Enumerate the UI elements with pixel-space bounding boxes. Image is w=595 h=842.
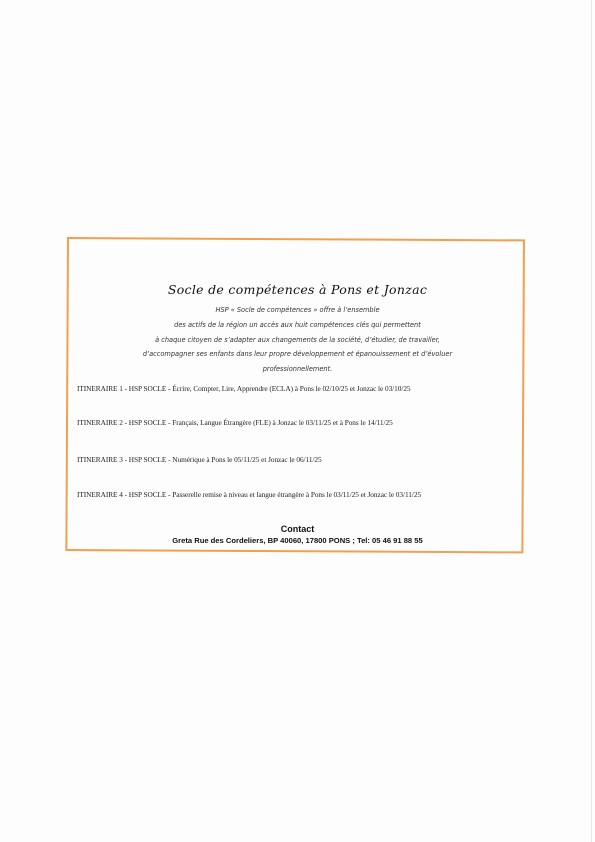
intro-line: à chaque citoyen de s’adapter aux changements de la société, d’étudier, de travailler, [155, 336, 440, 344]
itinerary-1: ITINERAIRE 1 - HSP SOCLE - Écrire, Compter, Lire, Apprendre (ECLA) à Pons le 02/10/25 et Jonzac le 03/10/25 [77, 384, 411, 393]
page-edge [591, 0, 592, 842]
document-title: Socle de compétences à Pons et Jonzac [167, 282, 428, 297]
itinerary-3: ITINERAIRE 3 - HSP SOCLE - Numérique à Pons le 05/11/25 et Jonzac le 06/11/25 [77, 455, 322, 464]
intro-line: d’accompagner ses enfants dans leur propre développement et épanouissement et d’évoluer [142, 350, 453, 358]
contact-address: Greta Rue des Cordeliers, BP 40060, 17800 PONS ; Tel: 05 46 91 88 55 [172, 536, 423, 545]
contact-heading: Contact [280, 524, 315, 534]
itinerary-2: ITINERAIRE 2 - HSP SOCLE - Français, Langue Étrangère (FLE) à Jonzac le 03/11/25 et à Pons le 14/11/25 [77, 418, 393, 427]
intro-line: des actifs de la région un accès aux huit compétences clés qui permettent [174, 321, 421, 329]
itinerary-4: ITINERAIRE 4 - HSP SOCLE - Passerelle remise à niveau et langue étrangère à Pons le 03/11/25 et Jonzac le 03/11/25 [77, 490, 422, 499]
intro-line: HSP « Socle de compétences » offre à l’ensemble [215, 306, 380, 314]
intro-line: professionnellement. [262, 365, 333, 373]
